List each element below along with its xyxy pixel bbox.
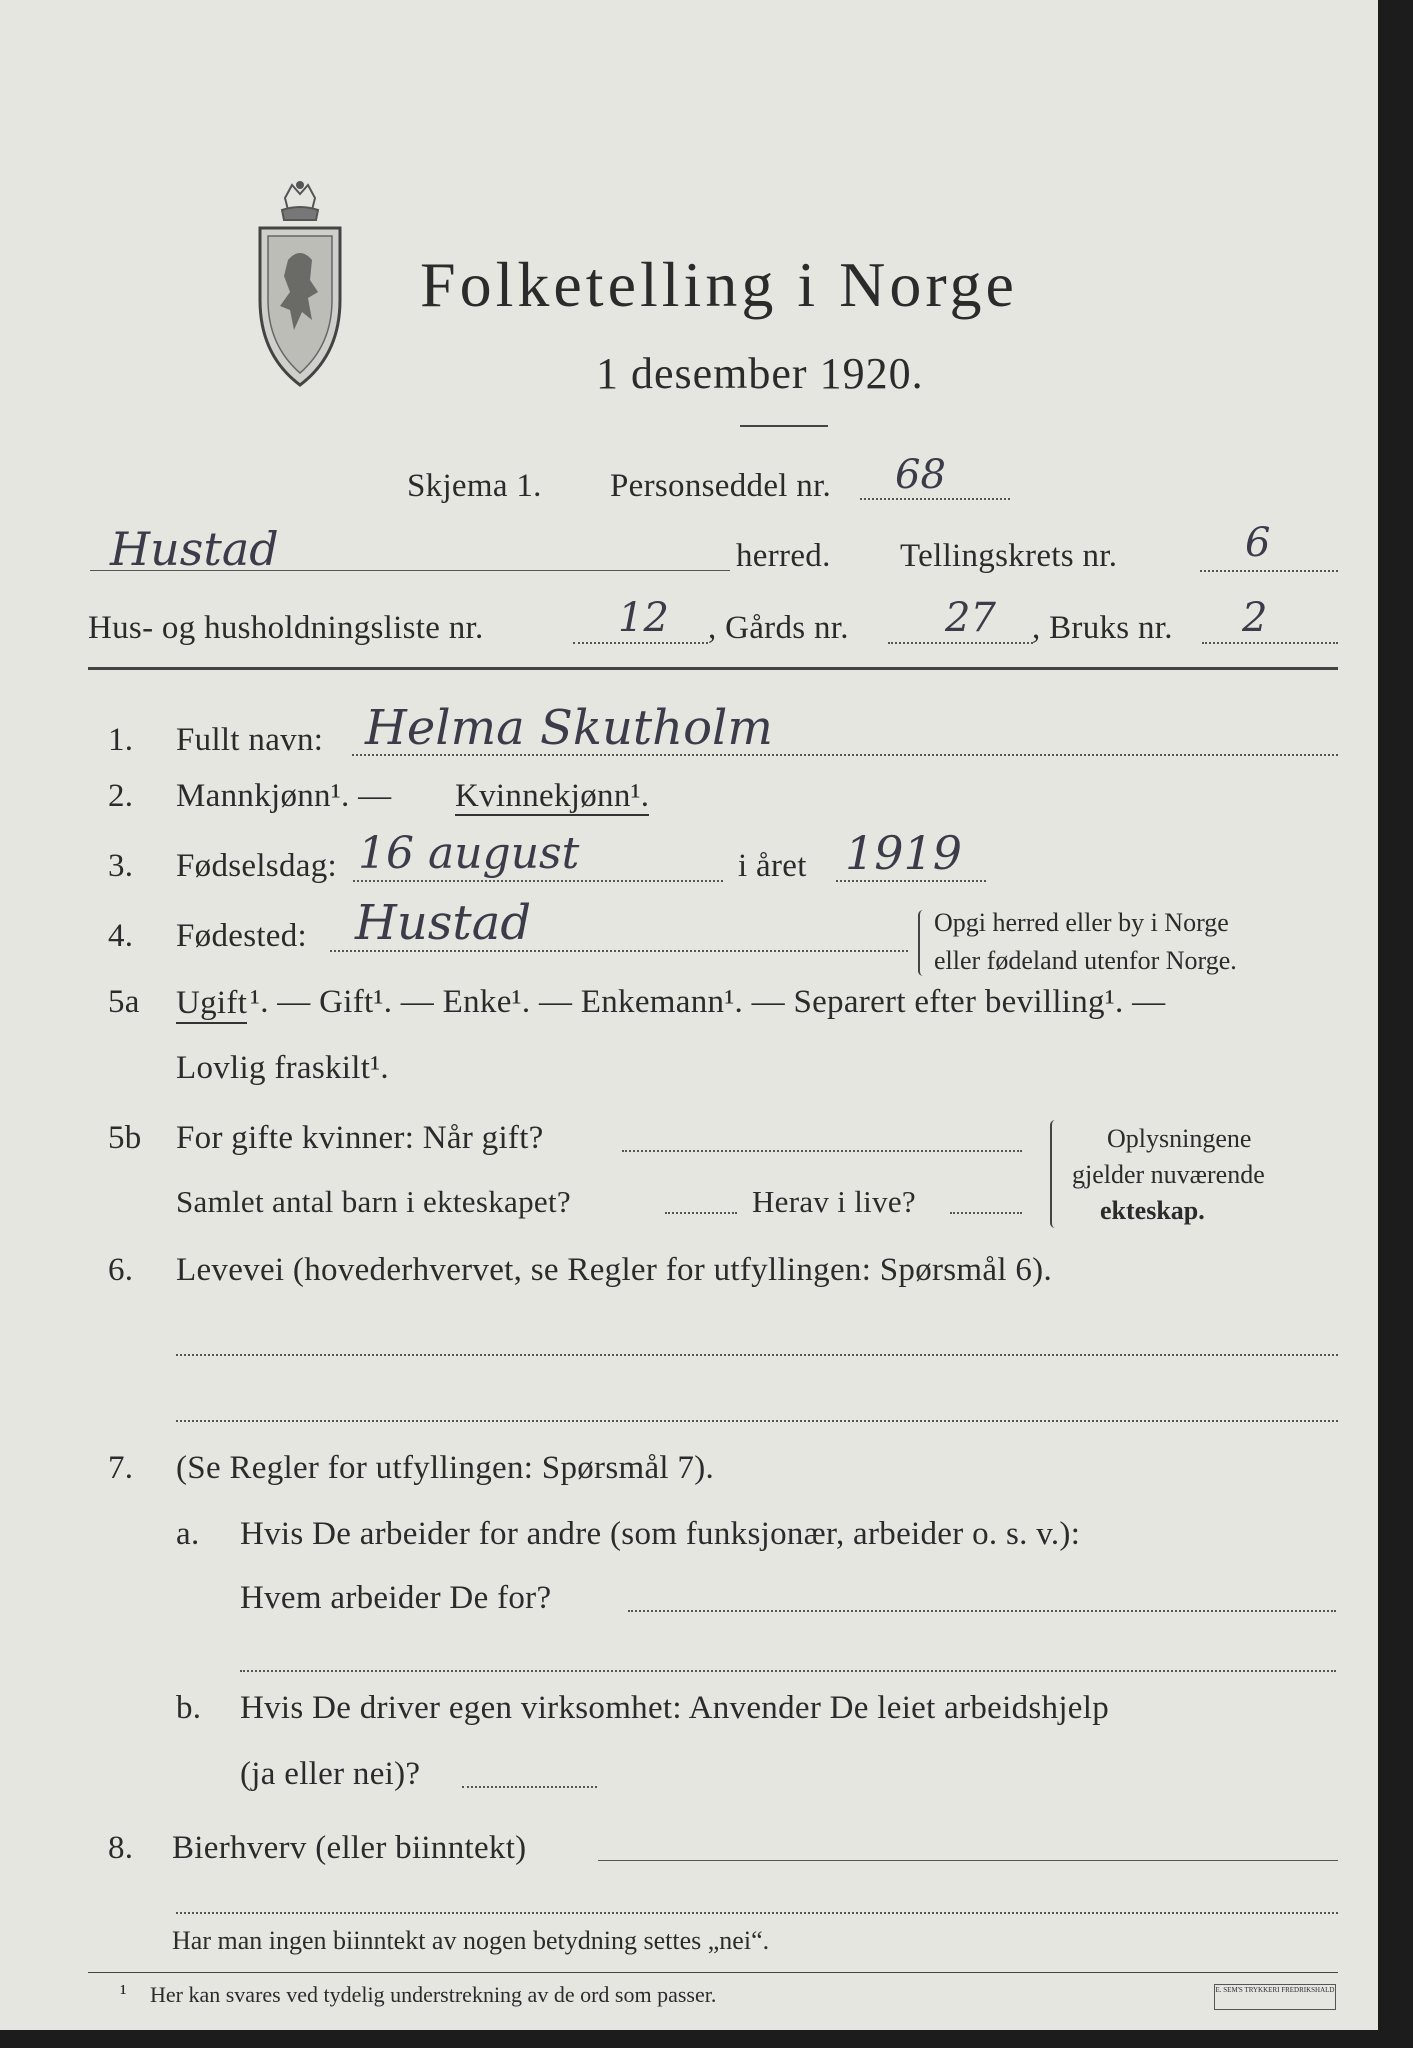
bruks-value: 2 xyxy=(1242,595,1268,641)
q6-label: Levevei (hovederhvervet, se Regler for utfyllingen: Spørsmål 6). xyxy=(176,1252,1053,1288)
q7a-number: a. xyxy=(176,1516,200,1552)
employer-field-line2[interactable] xyxy=(240,1670,1336,1672)
birthday-field[interactable] xyxy=(353,880,723,882)
q5a-number: 5a xyxy=(108,984,140,1020)
q7b-hired-help-label: (ja eller nei)? xyxy=(240,1756,421,1792)
header-divider xyxy=(88,667,1338,670)
birth-year-field[interactable] xyxy=(836,880,986,882)
q5b-children-label: Samlet antal barn i ekteskapet? xyxy=(176,1184,571,1219)
q5a-other-options[interactable]: ¹. — Gift¹. — Enke¹. — Enkemann¹. — Separert efter bevilling¹. — xyxy=(250,984,1166,1020)
occupation-field-line1[interactable] xyxy=(176,1354,1338,1356)
bruks-label: , Bruks nr. xyxy=(1032,610,1173,646)
footnote-mark: ¹ xyxy=(120,1980,127,2005)
coat-of-arms-icon xyxy=(250,180,350,390)
q5a-option-ugift[interactable]: Ugift xyxy=(176,984,247,1024)
q5a-option-fraskilt[interactable]: Lovlig fraskilt¹. xyxy=(176,1050,389,1086)
q5b-note-line2: gjelder nuværende xyxy=(1072,1160,1265,1189)
tellingskrets-field[interactable] xyxy=(1200,570,1338,572)
birthplace-value: Hustad xyxy=(355,895,532,951)
q7a-line1: Hvis De arbeider for andre (som funksjonær, arbeider o. s. v.): xyxy=(240,1516,1081,1552)
q4-note-line2: eller fødeland utenfor Norge. xyxy=(934,946,1237,975)
footnote-text: Her kan svares ved tydelig understrekning av de ord som passer. xyxy=(150,1982,717,2007)
hired-help-field[interactable] xyxy=(462,1786,597,1788)
gards-field[interactable] xyxy=(888,642,1033,644)
full-name-value: Helma Skutholm xyxy=(365,700,773,756)
hus-label: Hus- og husholdningsliste nr. xyxy=(88,610,484,646)
q4-label: Fødested: xyxy=(176,918,308,954)
q5b-note-line3: ekteskap. xyxy=(1100,1196,1205,1225)
bruks-field[interactable] xyxy=(1202,642,1338,644)
when-married-field[interactable] xyxy=(622,1150,1022,1152)
q1-label: Fullt navn: xyxy=(176,722,324,758)
q5b-note-brace xyxy=(1050,1120,1060,1228)
title-divider xyxy=(740,425,828,427)
q3-number: 3. xyxy=(108,848,134,884)
occupation-field-line2[interactable] xyxy=(176,1420,1338,1422)
q7-number: 7. xyxy=(108,1450,134,1486)
q2-number: 2. xyxy=(108,778,134,814)
herred-label: herred. xyxy=(736,538,831,574)
side-income-field-line1[interactable] xyxy=(598,1860,1338,1861)
gards-label: , Gårds nr. xyxy=(708,610,849,646)
side-income-field-line2[interactable] xyxy=(176,1912,1338,1914)
birthday-value: 16 august xyxy=(358,828,580,879)
q4-note-line1: Opgi herred eller by i Norge xyxy=(934,908,1229,937)
q5b-note-line1: Oplysningene xyxy=(1107,1124,1252,1153)
footnote-divider xyxy=(88,1972,1338,1973)
q3-label: Fødselsdag: xyxy=(176,848,337,884)
hus-field[interactable] xyxy=(573,642,708,644)
q3-year-label: i året xyxy=(738,848,807,884)
tellingskrets-label: Tellingskrets nr. xyxy=(900,538,1118,574)
form-title: Folketelling i Norge xyxy=(420,249,1018,320)
q2-male-option[interactable]: Mannkjønn¹. — xyxy=(176,778,392,814)
personseddel-field[interactable] xyxy=(860,498,1010,500)
tellingskrets-value: 6 xyxy=(1245,520,1271,566)
q8-number: 8. xyxy=(108,1830,134,1866)
q5b-number: 5b xyxy=(108,1120,142,1156)
children-alive-field[interactable] xyxy=(950,1212,1022,1214)
skjema-label: Skjema 1. xyxy=(407,468,542,504)
birth-year-value: 1919 xyxy=(845,826,963,880)
q6-number: 6. xyxy=(108,1252,134,1288)
q5b-when-married-label: For gifte kvinner: Når gift? xyxy=(176,1120,544,1156)
q2-female-option[interactable]: Kvinnekjønn¹. xyxy=(455,778,650,814)
form-date: 1 desember 1920. xyxy=(596,349,924,398)
q8-label: Bierhverv (eller biinntekt) xyxy=(172,1830,527,1866)
employer-field-line1[interactable] xyxy=(628,1610,1336,1612)
personseddel-value: 68 xyxy=(895,452,946,498)
q1-number: 1. xyxy=(108,722,134,758)
q7-label: (Se Regler for utfyllingen: Spørsmål 7). xyxy=(176,1450,715,1486)
personseddel-label: Personseddel nr. xyxy=(610,468,832,504)
herred-value: Hustad xyxy=(110,522,279,576)
side-income-note: Har man ingen biinntekt av nogen betydning settes „nei“. xyxy=(172,1926,770,1955)
printer-stamp: E. SEM'S TRYKKERI FREDRIKSHALD xyxy=(1214,1984,1336,2010)
gards-value: 27 xyxy=(945,595,996,641)
q7b-line1: Hvis De driver egen virksomhet: Anvender De leiet arbeidshjelp xyxy=(240,1690,1110,1726)
children-total-field[interactable] xyxy=(665,1212,737,1214)
q5b-alive-label: Herav i live? xyxy=(752,1184,916,1219)
q4-note-brace xyxy=(918,910,928,976)
q4-number: 4. xyxy=(108,918,134,954)
hus-value: 12 xyxy=(618,595,669,641)
q7a-employer-label: Hvem arbeider De for? xyxy=(240,1580,552,1616)
q7b-number: b. xyxy=(176,1690,202,1726)
